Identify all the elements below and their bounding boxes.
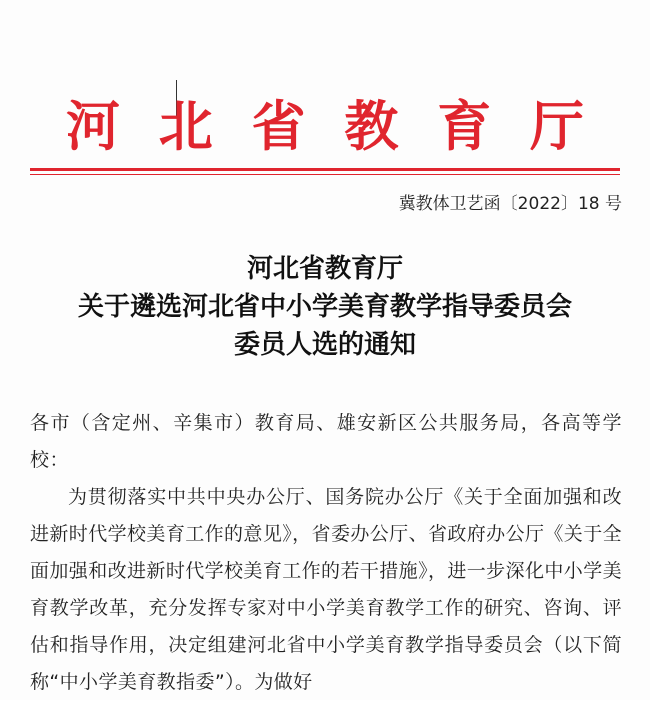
- header-char: 河: [66, 94, 120, 158]
- header-char: 育: [437, 94, 492, 158]
- salutation: 各市（含定州、辛集市）教育局、雄安新区公共服务局，各高等学校：: [30, 412, 622, 471]
- header-char: 北: [158, 94, 213, 158]
- header-char: 教: [344, 94, 399, 158]
- header-char: 厅: [529, 94, 584, 158]
- header-rule-thick: [30, 168, 620, 171]
- notice-title: [0, 250, 650, 364]
- body-text: [30, 405, 622, 701]
- document-number: 冀教体卫艺函〔2022〕18 号: [398, 194, 622, 214]
- notice-title-line: 河北省教育厅: [246, 254, 403, 284]
- notice-title-line: 委员人选的通知: [233, 330, 416, 360]
- header-char: 省: [251, 94, 306, 158]
- body-paragraph: 为贯彻落实中共中央办公厅、国务院办公厅《关于全面加强和改进新时代学校美育工作的意见》，省委办公厅、省政府办公厅《关于全面加强和改进新时代学校美育工作的若干措施》，进一步深化中小学美育教学改革，充分发挥专家对中小学美育教学工作的研究、咨询、评估和指导作用，决定组建河北省中小学美育教学指导委员会（以下简称“中小学美育教指委”）。为做好: [30, 486, 622, 693]
- notice-title-line: 关于遴选河北省中小学美育教学指导委员会: [77, 292, 572, 322]
- header-rule-thin: [30, 174, 620, 175]
- issuer-header: [30, 96, 620, 156]
